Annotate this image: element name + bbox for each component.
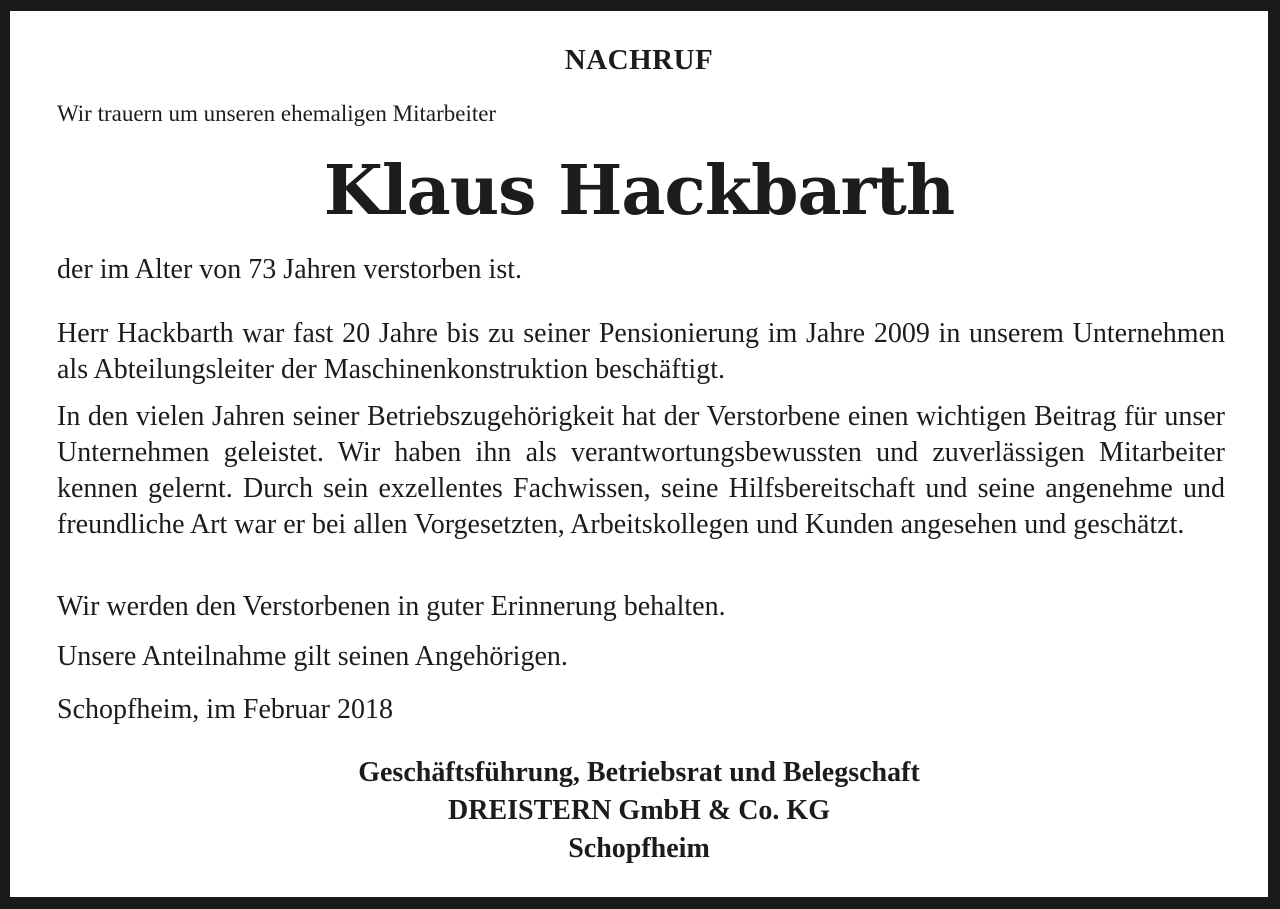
obituary-notice xyxy=(10,11,1268,897)
signature-line-city: Schopfheim xyxy=(568,833,710,864)
deceased-name: Klaus Hackbarth xyxy=(323,151,955,231)
intro-text: Wir trauern um unseren ehemaligen Mitarbeiter xyxy=(57,101,497,126)
paragraph-remembrance: Wir werden den Verstorbenen in guter Erinnerung behalten. xyxy=(57,591,726,622)
paragraph-condolence: Unsere Anteilnahme gilt seinen Angehörigen. xyxy=(57,641,568,672)
signature-line-management: Geschäftsführung, Betriebsrat und Belegschaft xyxy=(358,757,920,788)
paragraph-career: Herr Hackbarth war fast 20 Jahre bis zu seiner Pensionierung im Jahre 2009 in unserem Unternehmen als Abteilungsleiter der Maschinenkonstruktion beschäftigt. xyxy=(57,318,1225,385)
signature-line-company: DREISTERN GmbH & Co. KG xyxy=(448,795,830,826)
paragraph-tribute: In den vielen Jahren seiner Betriebszugehörigkeit hat der Verstorbene einen wichtigen Beitrag für unser Unternehmen geleistet. Wir haben ihn als verantwortungsbewussten und zuverlässigen Mitarbeiter kennen gelernt. Durch sein exzellentes Fachwissen, seine Hilfsbereitschaft und seine angenehme und freundliche Art war er bei allen Vorgesetzten, Arbeitskollegen und Kunden angesehen und geschätzt. xyxy=(57,401,1225,540)
place-date: Schopfheim, im Februar 2018 xyxy=(57,694,393,725)
age-line: der im Alter von 73 Jahren verstorben ist. xyxy=(57,254,523,285)
notice-heading: NACHRUF xyxy=(564,44,714,76)
